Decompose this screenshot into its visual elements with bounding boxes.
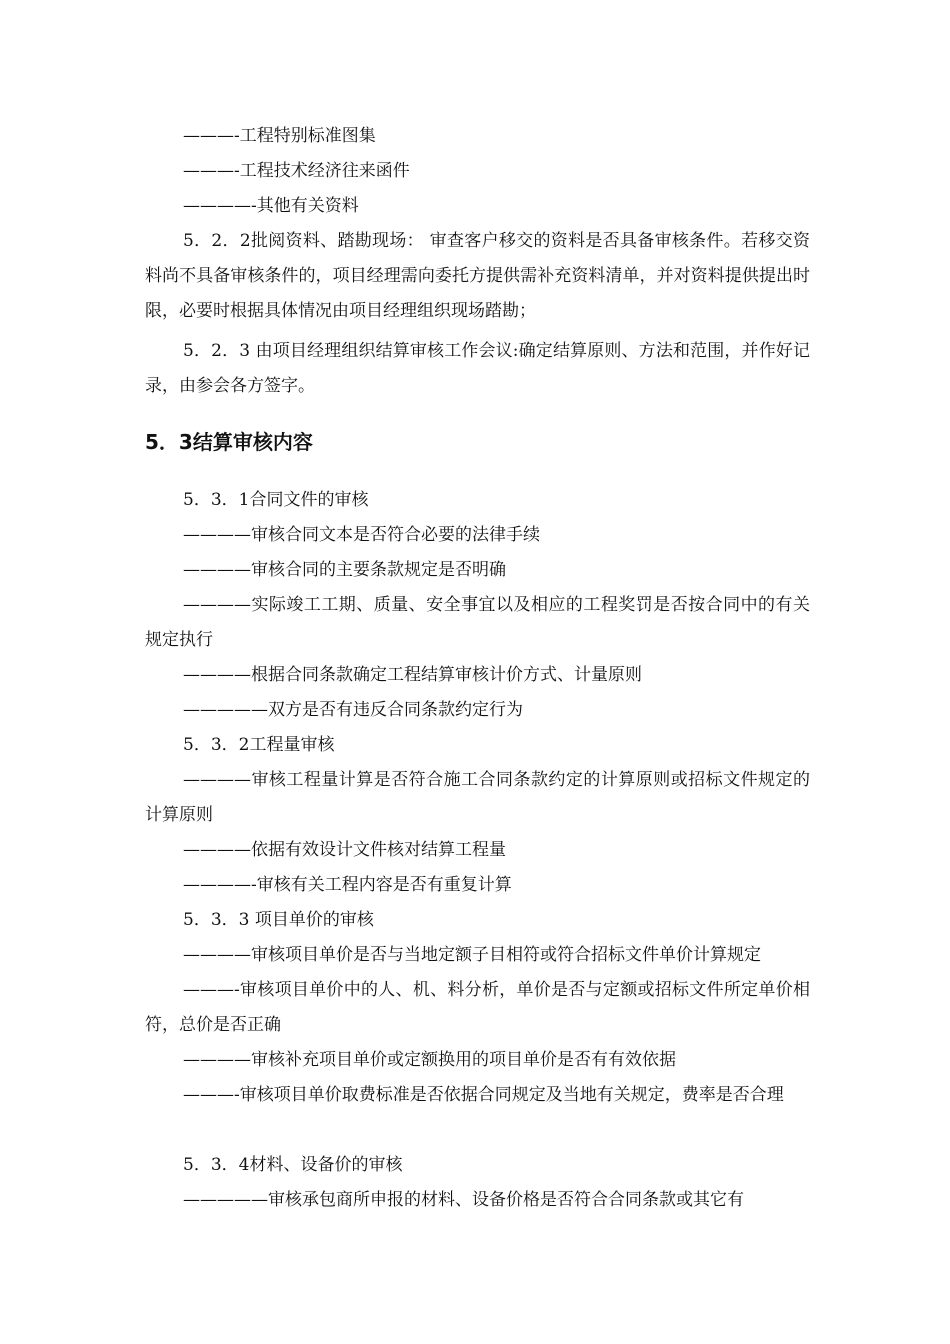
list-item: ————依据有效设计文件核对结算工程量 xyxy=(183,840,506,860)
list-item: ————-审核有关工程内容是否有重复计算 xyxy=(183,875,512,895)
list-item: —————审核承包商所申报的材料、设备价格是否符合合同条款或其它有 xyxy=(183,1190,744,1210)
list-item: ————审核补充项目单价或定额换用的项目单价是否有有效依据 xyxy=(183,1050,676,1070)
list-item-wrapped: ———-审核项目单价中的人、机、料分析，单价是否与定额或招标文件所定单价相符，总价是否正确 xyxy=(145,980,810,1035)
list-item: ———-工程特别标准图集 xyxy=(183,126,376,146)
subsection-title: 5．3．1合同文件的审核 xyxy=(183,490,369,510)
paragraph-5-2-2: 5．2．2批阅资料、踏勘现场： 审查客户移交的资料是否具备审核条件。若移交资料尚不具备审核条件的，项目经理需向委托方提供需补充资料清单，并对资料提供提出时限，必要时根据具体情况由项目经理组织现场踏勘； xyxy=(145,231,810,321)
list-item-wrapped: ————审核工程量计算是否符合施工合同条款约定的计算原则或招标文件规定的计算原则 xyxy=(145,770,810,825)
subsection-title: 5．3．2工程量审核 xyxy=(183,735,335,755)
list-item: ————审核合同的主要条款规定是否明确 xyxy=(183,560,506,580)
list-item: ————-其他有关资料 xyxy=(183,196,359,216)
subsection-title: 5．3．4材料、设备价的审核 xyxy=(183,1155,403,1175)
list-item: ————审核合同文本是否符合必要的法律手续 xyxy=(183,525,540,545)
subsection-title: 5．3．3 项目单价的审核 xyxy=(183,910,374,930)
list-item-wrapped: ———-审核项目单价取费标准是否依据合同规定及当地有关规定，费率是否合理 xyxy=(183,1085,784,1105)
paragraph-5-2-3: 5．2．3 由项目经理组织结算审核工作会议:确定结算原则、方法和范围，并作好记录，由参会各方签字。 xyxy=(145,341,810,396)
list-item: —————双方是否有违反合同条款约定行为 xyxy=(183,700,523,720)
list-item: ———-工程技术经济往来函件 xyxy=(183,161,410,181)
list-item: ————审核项目单价是否与当地定额子目相符或符合招标文件单价计算规定 xyxy=(183,945,761,965)
section-heading: 5．3结算审核内容 xyxy=(145,430,313,454)
list-item: ————根据合同条款确定工程结算审核计价方式、计量原则 xyxy=(183,665,642,685)
list-item-wrapped: ————实际竣工工期、质量、安全事宜以及相应的工程奖罚是否按合同中的有关规定执行 xyxy=(145,595,810,650)
